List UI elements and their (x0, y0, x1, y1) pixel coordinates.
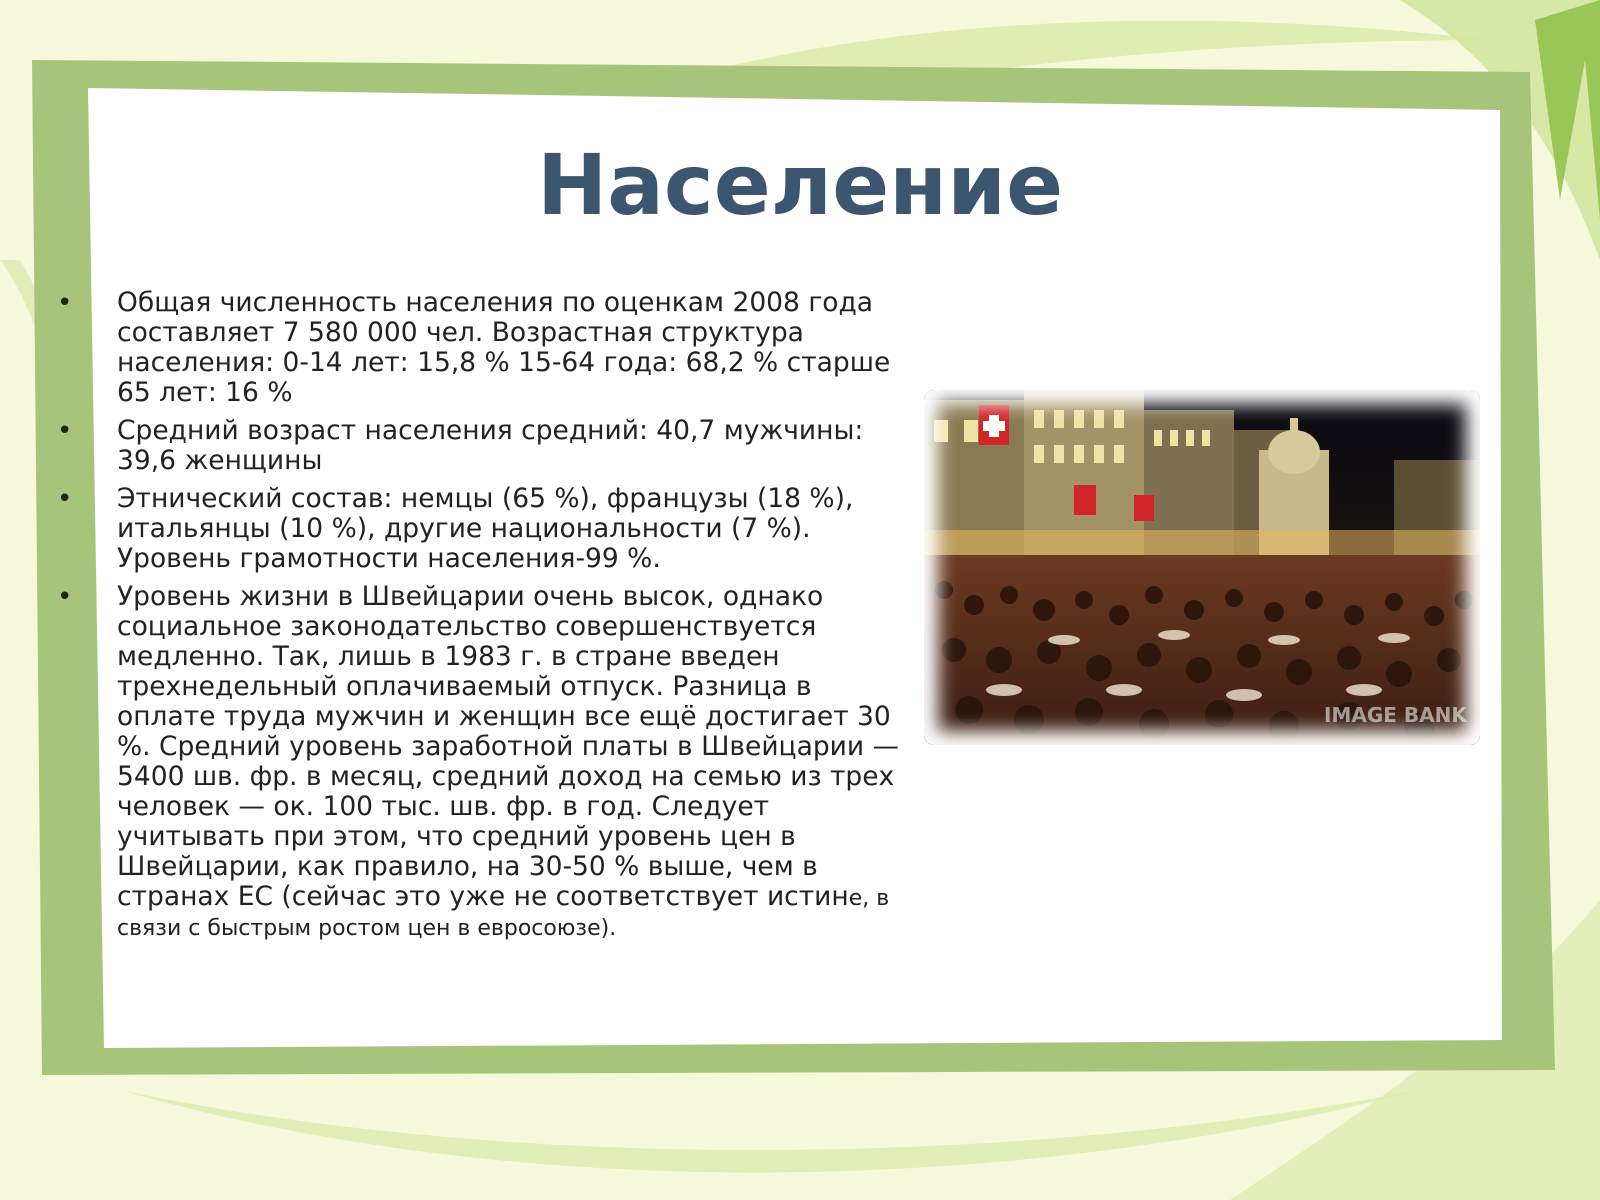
bullet-item (55, 484, 905, 574)
bullet-dot: • (57, 416, 73, 446)
bullet-dot: • (57, 484, 73, 514)
bullet-text-living-standard-tail: е, в связи с быстрым ростом цен в евросоюзе). (117, 886, 890, 941)
photo-watermark: IMAGE BANK (1324, 703, 1467, 727)
city-night-photo (924, 390, 1480, 745)
bullet-dot: • (57, 582, 73, 612)
bullet-item (55, 288, 905, 408)
bullet-item (55, 582, 905, 942)
slide-title: Население (536, 136, 1064, 234)
bullet-text-ethnic: Этнический состав: немцы (65 %), французы (18 %), итальянцы (10 %), другие национальности (7 %). Уровень грамотности населения-99 %. (117, 483, 854, 574)
bullet-list (55, 288, 905, 950)
bullet-text-median-age: Средний возраст населения средний: 40,7 мужчины: 39,6 женщины (117, 415, 864, 476)
bullet-text-living-standard: Уровень жизни в Швейцарии очень высок, однако социальное законодательство совершенствуется медленно. Так, лишь в 1983 г. в стране введен трехнедельный оплачиваемый отпуск. Разница в оплате труда мужчин и женщин все ещё достигает 30 %. Средний уровень заработной платы в Швейцарии — 5400 шв. фр. в месяц, средний доход на семью из трех человек — ок. 100 тыс. шв. фр. в год. Следует учитывать при этом, что средний уровень цен в Швейцарии, как правило, на 30-50 % выше, чем в странах ЕС (сейчас это уже не соответствует истин (117, 581, 900, 912)
bullet-text-population: Общая численность населения по оценкам 2008 года составляет 7 580 000 чел. Возрастная структура населения: 0-14 лет: 15,8 % 15-64 года: 68,2 % старше 65 лет: 16 % (117, 287, 891, 408)
bullet-dot: • (57, 288, 73, 318)
bullet-item (55, 416, 905, 476)
